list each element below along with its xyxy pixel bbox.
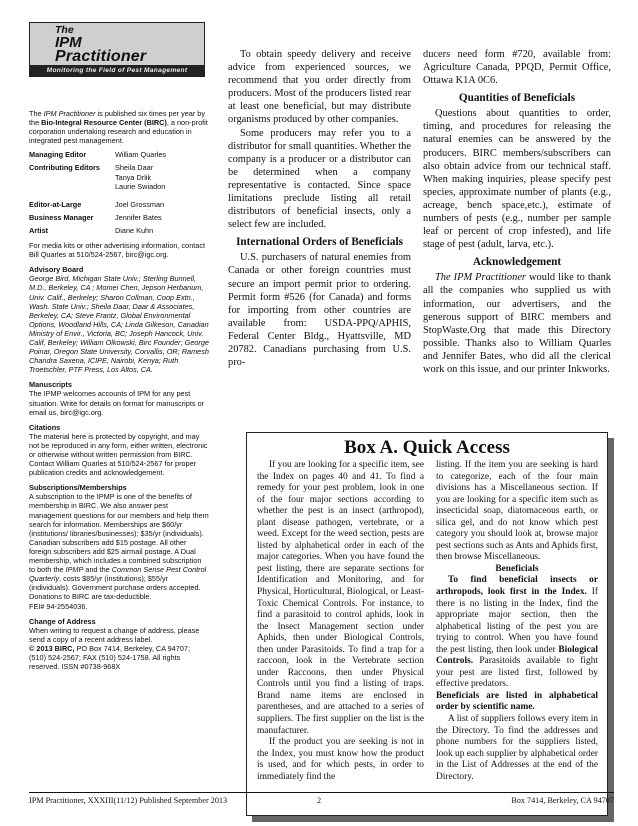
staff-row: Managing Editor William Quarles [29,150,167,160]
paragraph: The IPM Practitioner would like to thank all the companies who supplied us with information, our advertisers, and the generous support of BIRC members and StopWaste.Org that made this Directory possible. Thanks also to William Quarles and Jennifer Bates, who did all the clerical work on this issue, and our printer Inkworks. [423,272,611,375]
article-column-right [423,48,611,376]
page-number: 2 [317,796,322,805]
masthead-ipm: IPM [55,34,82,51]
heading-beneficials: Beneficials [495,563,539,574]
masthead-logo [29,22,205,77]
quick-access-box [246,432,608,816]
paragraph: To find beneficial insects or arthropods, look first in the Index. If there is no listing in the Index, find the appropriate major section, then the alphabetical listing of the pest you are trying to control. When you have found the pest listing, then look under Biological Controls. Parasitoids available to fight your pest are listed first, followed by effective predators. [436,575,598,690]
box-column-left [257,460,424,783]
citations-text: The material here is protected by copyright, and may not be reproduced in any form, either written, electronic or otherwise without written permission from BIRC. Contact William Quarles at 510/524-2567 for proper publication credits and acknowledgement. [29,431,208,478]
footer-address: Box 7414, Berkeley, CA 94707 [511,796,614,805]
citations-heading: Citations [29,422,61,432]
box-title: Box A. Quick Access [344,437,510,458]
paragraph: If the product you are seeking is not in the Index, you must know how the product is used, and for which pests, in order to immediately find the [257,737,424,782]
masthead-tagline: Monitoring the Field of Pest Management [30,65,204,76]
subscriptions-text: A subscription to the IPMP is one of the benefits of membership in BIRC. We also answer pest management questions for our members and help them search for information. Memberships are $60/yr (institutions/ libraries/businesses); $35/yr (individuals). Canadian subscribers add $15 postage. All other foreign subscribers add $25 airmail postage. A Dual membership, which includes a combined subscription to both the IPMP and the Common Sense Pest Control Quarterly, costs $85/yr (institutions); $55/yr (individuals). Government purchase orders accepted. Donations to BIRC are tax-deductible. [29,492,209,602]
subscriptions-heading: Subscriptions/Memberships [29,483,127,493]
paragraph: A list of suppliers follows every item in the Directory. To find the addresses and phone numbers for the suppliers listed, look up each supplier by alphabetical order in the List of Addresses at the end of the Directory. [436,714,598,782]
advisory-board [29,265,209,374]
paragraph: Questions about quantities to order, timing, and procedures for releasing the natural enemies can be answered by the producers. BIRC members/subscribers can also obtain advice from our technical staff. When making inquiries, please specify pest species, approximate number of plants (e.g., acreage, bench space,etc.), estimate of numbers of pests (e.g., number per sample leaf or percent of crop infested), and life stage of pest (adult, larva, etc.). [423,108,611,251]
citations-section [29,423,209,478]
paragraph: U.S. purchasers of natural enemies from Canada or other foreign countries must secure an import permit prior to ordering. Permit form #526 (for Canada) and forms for importing from other countries are available from: USDA-PPQ/APHIS, Federal Center Bldg., Hyattsville, MD 20782. Canadians purchasing from U.S. pro- [228,252,411,369]
change-of-address-heading: Change of Address [29,616,96,626]
masthead-practitioner: Practitioner [55,48,147,65]
manuscripts-section [29,380,209,416]
staff-row: Editor-at-Large Joel Grossman [29,199,165,209]
page-footer [29,792,614,804]
manuscripts-heading: Manuscripts [29,380,72,390]
staff-row: Business Manager Jennifer Bates [29,212,162,222]
masthead-sidebar [29,22,209,782]
heading-quantities: Quantities of Beneficials [458,92,576,105]
paragraph: Beneficials are listed in alphabetical order by scientific name. [436,690,598,713]
staff-row: Contributing Editors Sheila Daar Tanya Drlik Laurie Swiadon [29,163,166,191]
staff-list [29,150,209,235]
staff-row: Artist Diane Kuhn [29,225,154,235]
paragraph: To obtain speedy delivery and receive advice from experienced sources, we recommend that you order directly from producers. Most of the producers listed rear at least one beneficial, but may distribute organisms produced by other companies. [228,49,411,126]
advisory-board-list: George Bird, Michigan State Univ.; Sterling Bunnell, M.D., Berkeley, CA ; Momei Chen, Jepson Herbarium, Univ. Calif., Berkeley; Sharon Collman, Coop Extn., Wash. State Univ.; Sheila Daar, Daar & Associates, Berkeley, CA; Steve Frantz, Global Environmental Options, Woodland Hills, CA; Linda Gilkeson, Canadian Ministry of Envir., Victoria, BC; Joseph Hancock, Univ. Calif, Berkeley; William Olkowski, Birc Founder; George Poinar, Oregon State University, Corvallis, OR; Ramesh Chandra Saxena, ICIPE, Nairobi, Kenya; Ruth Troetschler, PTF Press, Los Altos, CA. [29,274,209,375]
footer-issue: IPM Practitioner, XXXIII(11/12) Published September 2013 [29,796,228,805]
article-column-middle [228,48,411,369]
box-column-right [436,460,598,783]
change-of-address-section [29,617,209,672]
fein-number: FEI# 94-2554036. [29,601,88,611]
masthead-the: The [55,24,74,36]
copyright-notice: © 2013 BIRC, PO Box 7414, Berkeley, CA 94707; (510) 524-2567; FAX (510) 524-1758. All rights reserved. ISSN #0738-968X [29,643,190,672]
change-of-address-text: When writing to request a change of address, please send a copy of a recent address label. [29,625,200,644]
heading-acknowledgement: Acknowledgement [472,256,562,269]
paragraph: If you are looking for a specific item, see the Index on pages 40 and 41. To find a remedy for your pest problem, look in one of the four major sections according to whether the pest is an insect (arthropod), plant disease pathogen, vertebrate, or a weed. Except for the weed section, pests are listed by alphabetical order in each of the major categories. When you have found the pest listing, there are separate sections for Identification and Monitoring, and for Physical, Horticultural, Biological, or Least-Toxic Chemical Controls. For instance, to find a parasitoid to control aphids, look in the Insect Management section under Aphids, then under Biological Controls, then under Parasitoids. To find a trap for a raccoon, look in the Vertebrate section under Raccoons, then under Physical Controls until you find a listing of traps. Brand name items are enclosed in parentheses, and are attached to a series of suppliers. The first supplier on the list is the manufacturer. [257,460,424,736]
manuscripts-text: The IPMP welcomes accounts of IPM for any pest situation. Write for details on format for manuscripts or email us, birc@igc.org. [29,389,205,417]
paragraph: listing. If the item you are seeking is hard to categorize, each of the four main divisions has a Miscellaneous section. If you are looking for a specific item such as insecticidal soap, diatomaceous earth, or silica gel, and do not know which pest category you should look at, browse major pest sections such as Ants and Aphids first, then browse Miscellaneous. [436,460,598,563]
publication-intro: The IPM Practitioner is published six times per year by the Bio-Integral Resource Center (BIRC), a non-profit corporation undertaking research and education in integrated pest management. [29,109,208,146]
advisory-board-heading: Advisory Board [29,265,84,275]
subscriptions-section [29,483,209,610]
paragraph: Some producers may refer you to a distributor for small quantities. Whether the company is a producer or a distributor can be determined when a company representative is contacted. Since space limitations preclude listing all retail distributors of beneficial insects, only a select few are included. [228,127,411,231]
media-kits-note: For media kits or other advertising information, contact Bill Quarles at 510/524-2567, birc@igc.org. [29,241,206,260]
paragraph: ducers need form #720, available from: Agriculture Canada, PPQD, Permit Office, Ottawa K1A 0C6. [423,49,611,87]
heading-international-orders: International Orders of Beneficials [236,236,403,249]
